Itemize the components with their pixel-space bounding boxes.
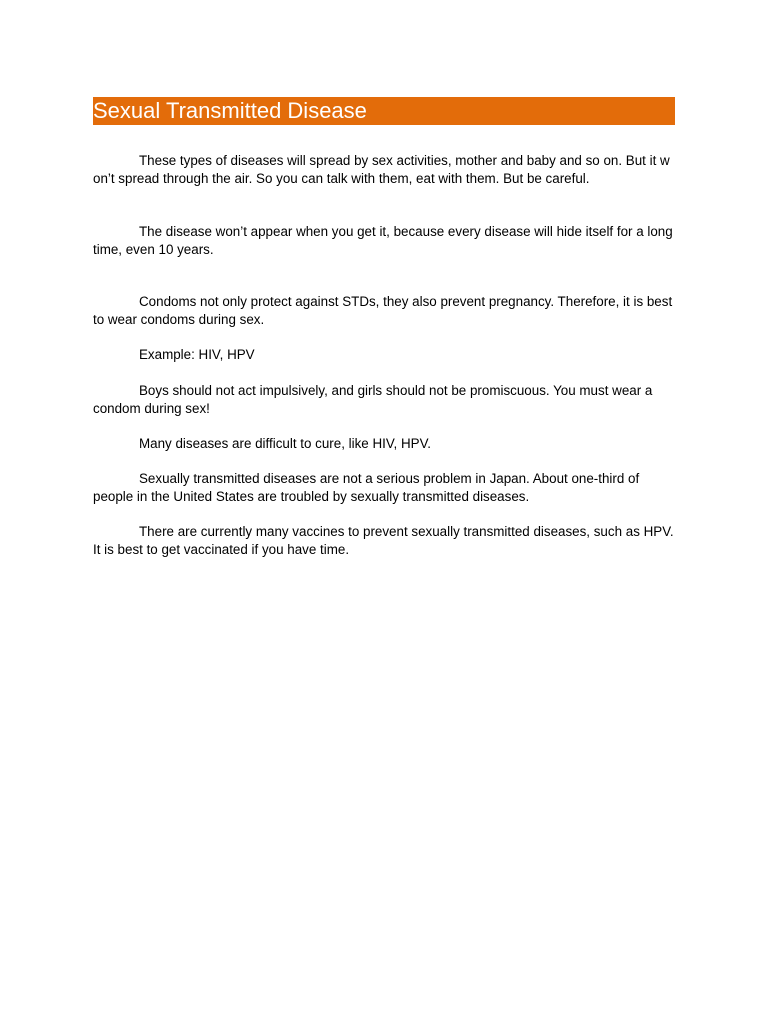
paragraph-example: Example: HIV, HPV	[139, 347, 255, 362]
paragraph-condoms: Condoms not only protect against STDs, they also prevent pregnancy. Therefore, it is best to wear condoms during sex.	[93, 294, 673, 327]
paragraph-spread: These types of diseases will spread by sex activities, mother and baby and so on. But it won’t spread through the air. So you can talk with them, eat with them. But be careful.	[93, 153, 670, 186]
paragraph-behavior: Boys should not act impulsively, and girls should not be promiscuous. You must wear a condom during sex!	[93, 383, 653, 416]
paragraph-incubation: The disease won’t appear when you get it, because every disease will hide itself for a long time, even 10 years.	[93, 224, 673, 257]
title-bar	[93, 97, 675, 125]
document-title: Sexual Transmitted Disease	[93, 98, 367, 123]
paragraph-difficult-cure: Many diseases are difficult to cure, like HIV, HPV.	[139, 436, 432, 451]
paragraph-statistics: Sexually transmitted diseases are not a serious problem in Japan. About one-third of people in the United States are troubled by sexually transmitted diseases.	[93, 471, 640, 504]
paragraph-vaccines: There are currently many vaccines to prevent sexually transmitted diseases, such as HPV. It is best to get vaccinated if you have time.	[93, 524, 674, 557]
